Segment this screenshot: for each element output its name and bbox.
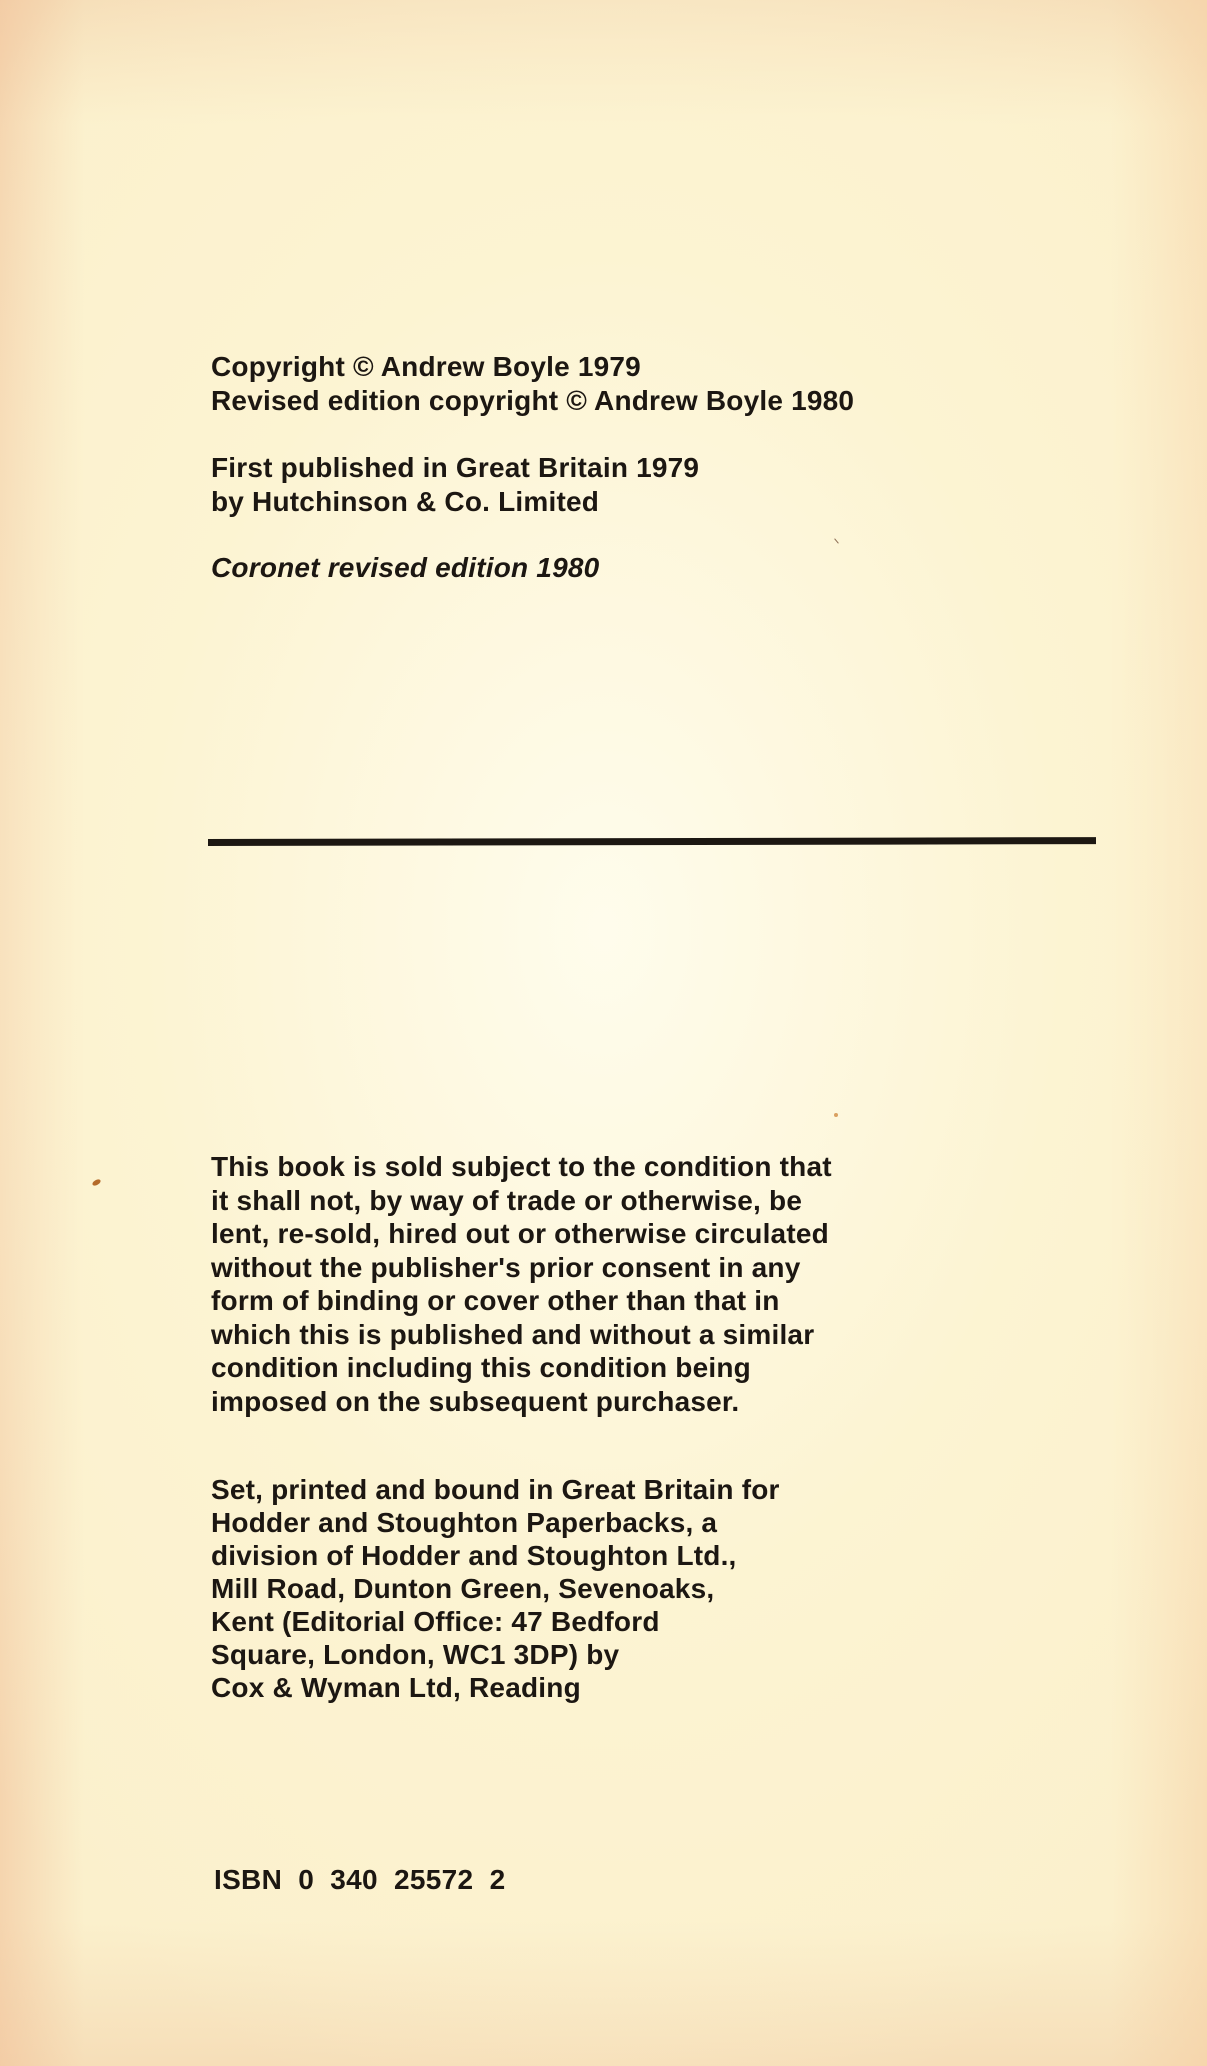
printer-line: Mill Road, Dunton Green, Sevenoaks, [211, 1573, 715, 1604]
publisher-line: by Hutchinson & Co. Limited [211, 486, 600, 517]
copyright-notice [211, 350, 854, 418]
isbn-number: ISBN 0 340 25572 2 [214, 1864, 506, 1895]
printer-line: Hodder and Stoughton Paperbacks, a [211, 1507, 718, 1538]
paper-speck [834, 538, 839, 543]
copyright-line: Copyright © Andrew Boyle 1979 [211, 351, 641, 382]
printer-line: Kent (Editorial Office: 47 Bedford [211, 1606, 660, 1637]
paper-speck [834, 1113, 838, 1117]
conditions-line: which this is published and without a similar [211, 1318, 815, 1350]
revised-copyright-line: Revised edition copyright © Andrew Boyle 1980 [211, 385, 855, 416]
publication-info [211, 451, 699, 519]
printer-line: Cox & Wyman Ltd, Reading [211, 1672, 581, 1703]
horizontal-rule [208, 837, 1096, 846]
printer-line: Set, printed and bound in Great Britain for [211, 1474, 780, 1505]
edition-note: Coronet revised edition 1980 [211, 552, 600, 583]
conditions-line: imposed on the subsequent purchaser. [211, 1385, 740, 1417]
printer-info [211, 1473, 780, 1704]
first-published-line: First published in Great Britain 1979 [211, 452, 700, 483]
printer-line: Square, London, WC1 3DP) by [211, 1639, 620, 1670]
conditions-line: form of binding or cover other than that in [211, 1285, 780, 1316]
conditions-line: it shall not, by way of trade or otherwise, be [211, 1184, 803, 1216]
sale-conditions [211, 1150, 832, 1418]
conditions-line: without the publisher's prior consent in any [211, 1251, 801, 1283]
conditions-line: This book is sold subject to the condition that [211, 1151, 832, 1182]
conditions-line: lent, re-sold, hired out or otherwise circulated [211, 1218, 829, 1249]
conditions-line: condition including this condition being [211, 1352, 751, 1383]
paper-speck [91, 1178, 101, 1187]
printer-line: division of Hodder and Stoughton Ltd., [211, 1540, 737, 1571]
